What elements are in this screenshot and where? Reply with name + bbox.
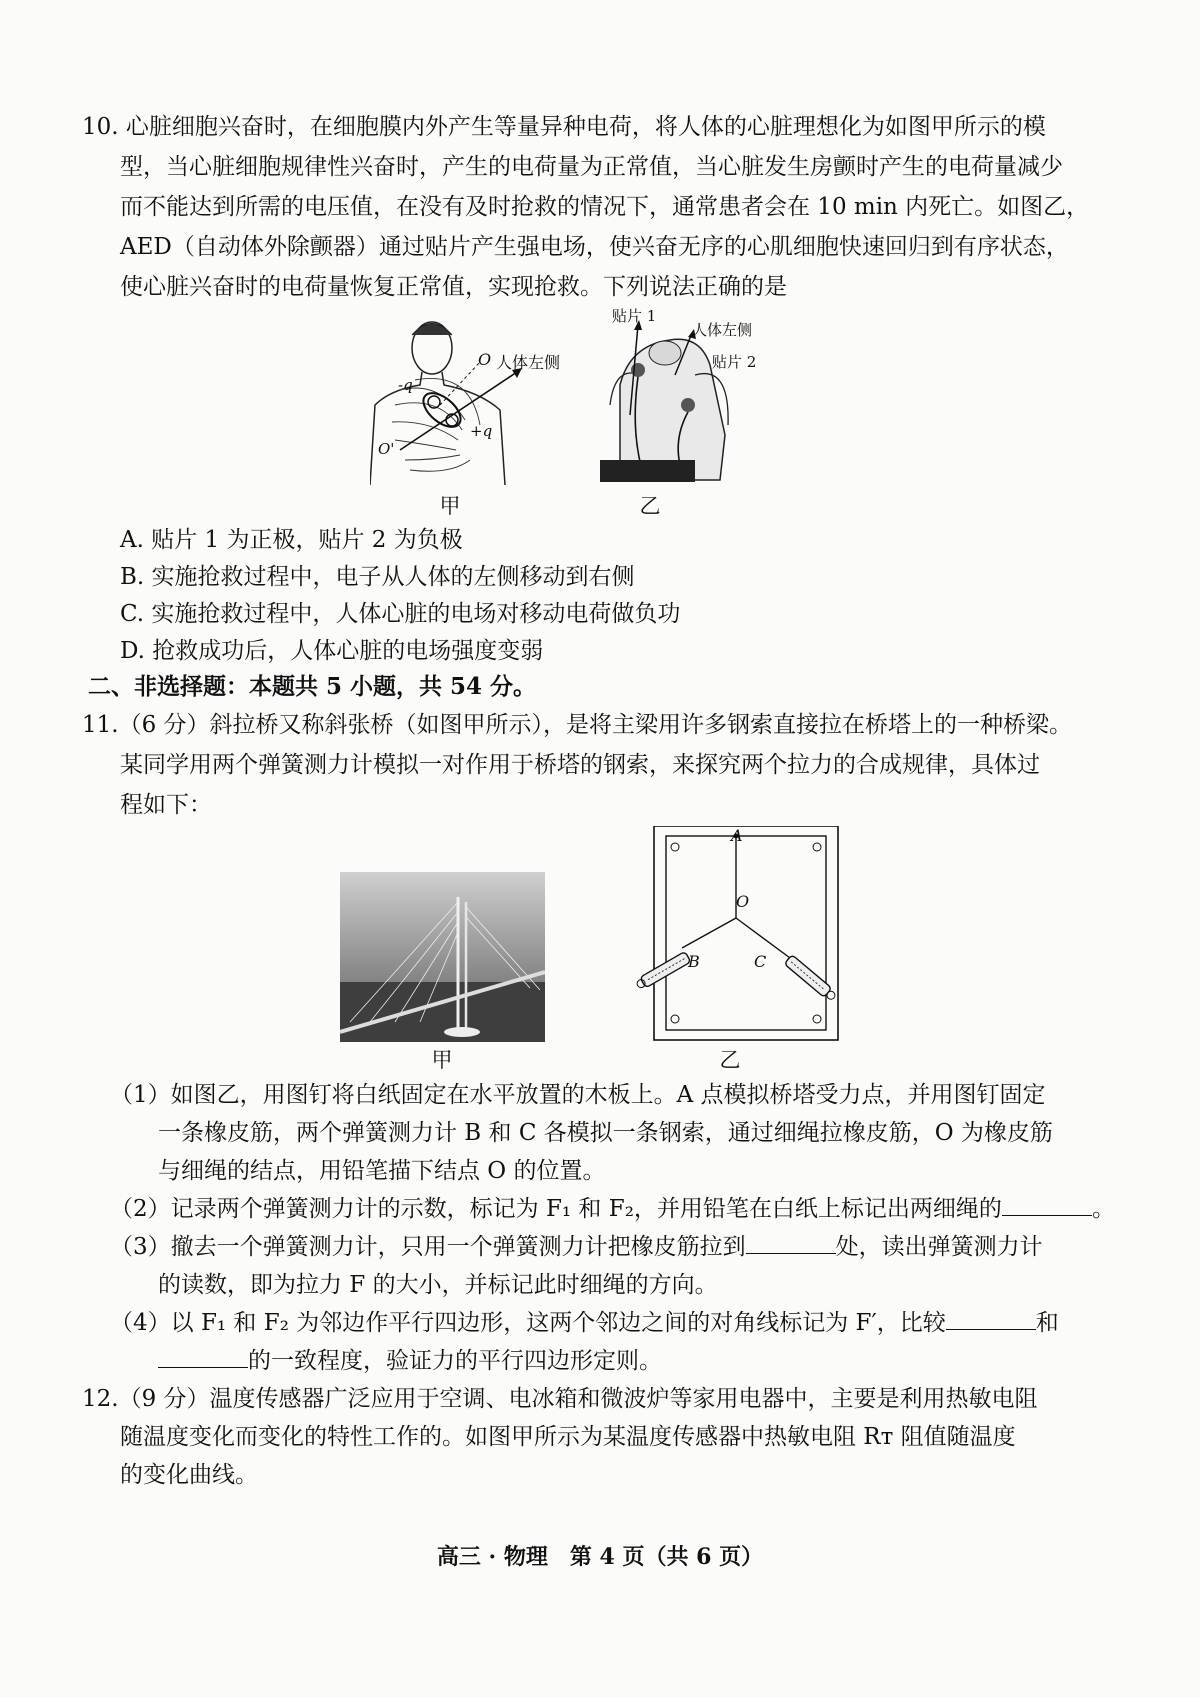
q11-step2-blank[interactable] bbox=[1002, 1193, 1092, 1216]
section-2-header: 二、非选择题：本题共 5 小题，共 54 分。 bbox=[88, 673, 537, 700]
label-left-side: 人体左侧 bbox=[496, 353, 561, 372]
q11-step4-blank-2[interactable] bbox=[158, 1345, 248, 1368]
force-board-diagram bbox=[630, 826, 840, 1042]
q11-figure-bridge-photo bbox=[340, 872, 545, 1042]
q11-step2-end: 。 bbox=[1091, 1196, 1115, 1222]
q11-step1-line-3: 与细绳的结点，用铅笔描下结点 O 的位置。 bbox=[158, 1158, 606, 1184]
q11-step3 bbox=[110, 1230, 1043, 1264]
label-pad-2: 贴片 2 bbox=[712, 353, 757, 371]
q10-option-b: B. 实施抢救过程中，电子从人体的左侧移动到右侧 bbox=[120, 564, 635, 590]
q12-line-1: 12.（9 分）温度传感器广泛应用于空调、电冰箱和微波炉等家用电器中，主要是利用热敏电阻 bbox=[82, 1386, 1038, 1412]
label-o: O bbox=[736, 892, 750, 911]
q11-line-3: 程如下： bbox=[120, 792, 212, 818]
label-c: C bbox=[754, 952, 767, 971]
q11-step3-text: （3）撤去一个弹簧测力计，只用一个弹簧测力计把橡皮筋拉到 bbox=[110, 1234, 746, 1260]
q11-step4-line-2 bbox=[158, 1344, 662, 1378]
q10-figure-jia bbox=[370, 310, 580, 490]
label-a: A bbox=[731, 826, 743, 845]
q10-line-2: 型，当心脏细胞规律性兴奋时，产生的电荷量为正常值，当心脏发生房颤时产生的电荷量减少 bbox=[120, 154, 1063, 180]
q11-step4-end: 的一致程度，验证力的平行四边形定则。 bbox=[248, 1348, 662, 1374]
label-o-prime: O' bbox=[378, 440, 395, 458]
label-o: O bbox=[478, 350, 492, 369]
q11-step1-line-1: （1）如图乙，用图钉将白纸固定在水平放置的木板上。A 点模拟桥塔受力点，并用图钉固定 bbox=[110, 1082, 1046, 1108]
aed-patient-illustration bbox=[600, 305, 780, 485]
q11-step4-blank-1[interactable] bbox=[946, 1307, 1036, 1330]
q11-line-2: 某同学用两个弹簧测力计模拟一对作用于桥塔的钢索，来探究两个拉力的合成规律，具体过 bbox=[120, 752, 1040, 778]
heart-model-illustration bbox=[370, 310, 580, 490]
q10-line-5: 使心脏兴奋时的电荷量恢复正常值，实现抢救。下列说法正确的是 bbox=[120, 274, 787, 300]
q11-step2-text: （2）记录两个弹簧测力计的示数，标记为 F₁ 和 F₂，并用铅笔在白纸上标记出两细绳的 bbox=[110, 1196, 1002, 1222]
label-positive-charge: +q bbox=[470, 422, 493, 440]
q10-line-1: 10. 心脏细胞兴奋时，在细胞膜内外产生等量异种电荷，将人体的心脏理想化为如图甲所示的模 bbox=[82, 114, 1046, 140]
q10-figure-yi bbox=[600, 305, 780, 485]
q10-option-d: D. 抢救成功后，人体心脏的电场强度变弱 bbox=[120, 638, 544, 664]
page-footer: 高三 · 物理 第 4 页（共 6 页） bbox=[436, 1544, 764, 1570]
q11-step3-blank[interactable] bbox=[746, 1231, 836, 1254]
q12-line-2: 随温度变化而变化的特性工作的。如图甲所示为某温度传感器中热敏电阻 Rᴛ 阻值随温度 bbox=[120, 1424, 1016, 1450]
q10-line-3: 而不能达到所需的电压值，在没有及时抢救的情况下，通常患者会在 10 min 内死亡。如图乙， bbox=[120, 194, 1090, 220]
q11-step1-line-2: 一条橡皮筋，两个弹簧测力计 B 和 C 各模拟一条钢索，通过细绳拉橡皮筋，O 为橡皮筋 bbox=[158, 1120, 1053, 1146]
q12-line-3: 的变化曲线。 bbox=[120, 1462, 258, 1488]
q10-option-a: A. 贴片 1 为正极，贴片 2 为负极 bbox=[120, 527, 463, 553]
label-negative-charge: -q bbox=[398, 376, 413, 394]
q10-caption-yi: 乙 bbox=[639, 494, 661, 518]
q11-caption-yi: 乙 bbox=[719, 1048, 741, 1072]
q11-line-1: 11.（6 分）斜拉桥又称斜张桥（如图甲所示），是将主梁用许多钢索直接拉在桥塔上的一种桥梁。 bbox=[82, 712, 1073, 738]
q11-step4 bbox=[110, 1306, 1059, 1340]
q11-step4-and: 和 bbox=[1035, 1310, 1059, 1336]
q11-figure-board bbox=[630, 826, 840, 1042]
q11-step4-text: （4）以 F₁ 和 F₂ 为邻边作平行四边形，这两个邻边之间的对角线标记为 F′，比较 bbox=[110, 1310, 946, 1336]
q11-caption-jia: 甲 bbox=[431, 1048, 453, 1072]
label-left-side-yi: 人体左侧 bbox=[692, 321, 753, 339]
q10-caption-jia: 甲 bbox=[439, 494, 461, 518]
q11-step3-text-2: 处，读出弹簧测力计 bbox=[835, 1234, 1043, 1260]
cable-stayed-bridge-illustration bbox=[340, 872, 545, 1042]
label-b: B bbox=[688, 952, 700, 971]
q11-step2 bbox=[110, 1192, 1115, 1226]
label-pad-1: 贴片 1 bbox=[612, 307, 657, 325]
q10-option-c: C. 实施抢救过程中，人体心脏的电场对移动电荷做负功 bbox=[120, 601, 681, 627]
q10-line-4: AED（自动体外除颤器）通过贴片产生强电场，使兴奋无序的心肌细胞快速回归到有序状态， bbox=[120, 234, 1069, 260]
q11-step3-line-2: 的读数，即为拉力 F 的大小，并标记此时细绳的方向。 bbox=[158, 1272, 718, 1298]
